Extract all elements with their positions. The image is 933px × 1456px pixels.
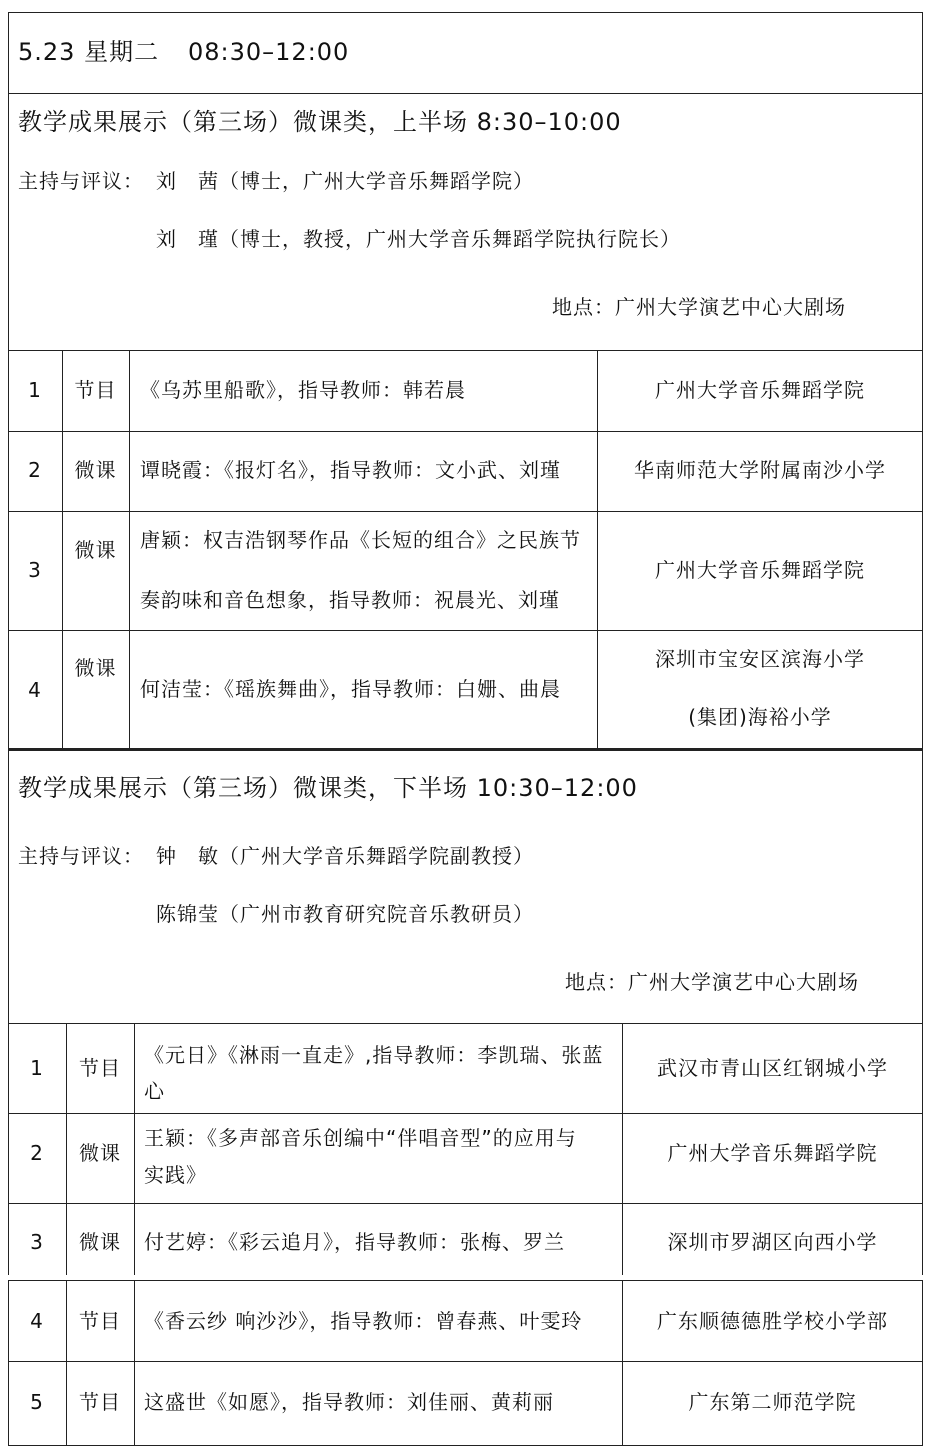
row-content-line1: 王颖：《多声部音乐创编中“伴唱音型”的应用与 [144, 1126, 577, 1150]
row-type: 微课 [79, 1141, 121, 1165]
row-number: 4 [28, 678, 42, 702]
row-type: 节目 [79, 1309, 121, 1333]
session2-table-part2 [8, 1280, 923, 1446]
header-date: 5.23 星期二 [18, 38, 160, 66]
row-org: 广州大学音乐舞蹈学院 [655, 378, 865, 402]
row-number: 1 [28, 378, 42, 402]
s1-col-divider [129, 350, 130, 750]
row-content-line2: 实践》 [144, 1163, 207, 1187]
row-content-line2: 心 [144, 1079, 165, 1103]
session1-host1: 刘 茜（博士，广州大学音乐舞蹈学院） [156, 169, 534, 193]
s1-col-divider [597, 350, 598, 750]
row-type: 微课 [74, 458, 117, 482]
row-content: 何洁莹：《瑶族舞曲》，指导教师：白姗、曲晨 [140, 677, 561, 701]
session2-host1: 钟 敏（广州大学音乐舞蹈学院副教授） [156, 844, 534, 868]
row-type: 节目 [79, 1056, 121, 1080]
row-org-line2: (集团)海裕小学 [688, 705, 832, 729]
session1-host-label: 主持与评议： [18, 169, 144, 193]
row-content: 谭晓霞：《报灯名》，指导教师：文小武、刘瑾 [140, 458, 561, 482]
row-org: 广州大学音乐舞蹈学院 [655, 558, 865, 582]
row-number: 2 [28, 458, 42, 482]
s2-col-divider [134, 1280, 135, 1446]
row-number: 3 [30, 1230, 44, 1254]
row-type: 节目 [74, 378, 117, 402]
s2-row-divider [8, 1203, 923, 1204]
row-org: 广州大学音乐舞蹈学院 [667, 1141, 878, 1165]
row-org: 广东顺德德胜学校小学部 [657, 1309, 888, 1333]
s2-col-divider [134, 1023, 135, 1275]
s2-col-divider [66, 1280, 67, 1446]
row-org-line1: 深圳市宝安区滨海小学 [655, 647, 865, 671]
session1-venue: 地点：广州大学演艺中心大剧场 [552, 295, 846, 319]
row-number: 5 [30, 1390, 44, 1414]
row-content-line2: 奏韵味和音色想象，指导教师：祝晨光、刘瑾 [140, 588, 560, 612]
s2-row-divider [8, 1361, 923, 1362]
row-org: 广东第二师范学院 [688, 1390, 857, 1414]
row-number: 1 [30, 1056, 44, 1080]
session1-host2: 刘 瑾（博士，教授，广州大学音乐舞蹈学院执行院长） [156, 227, 681, 251]
row-content: 《香云纱 响沙沙》，指导教师：曾春燕、叶雯玲 [144, 1309, 583, 1333]
session2-host2: 陈锦莹（广州市教育研究院音乐教研员） [156, 902, 534, 926]
session2-title: 教学成果展示（第三场）微课类，下半场 10:30–12:00 [18, 774, 638, 802]
s2-col-divider [622, 1280, 623, 1446]
session1-title: 教学成果展示（第三场）微课类，上半场 8:30–10:00 [18, 108, 622, 136]
row-content: 这盛世《如愿》，指导教师：刘佳丽、黄莉丽 [144, 1390, 554, 1414]
s1-row-divider [8, 630, 923, 631]
session2-venue: 地点：广州大学演艺中心大剧场 [565, 970, 859, 994]
s2-row-divider [8, 1113, 923, 1114]
row-org: 武汉市青山区红钢城小学 [657, 1056, 888, 1080]
s1-row-divider [8, 431, 923, 432]
s1-row-divider [8, 511, 923, 512]
row-number: 3 [28, 558, 42, 582]
row-org: 华南师范大学附属南沙小学 [634, 458, 886, 482]
header-time: 08:30–12:00 [188, 38, 350, 66]
row-content-line1: 唐颖：权吉浩钢琴作品《长短的组合》之民族节 [140, 528, 581, 552]
row-org: 深圳市罗湖区向西小学 [667, 1230, 878, 1254]
session2-host-label: 主持与评议： [18, 844, 144, 868]
row-type: 节目 [79, 1390, 121, 1414]
row-content: 付艺婷：《彩云追月》，指导教师：张梅、罗兰 [144, 1230, 565, 1254]
row-number: 2 [30, 1141, 44, 1165]
row-content-line1: 《元日》《淋雨一直走》,指导教师：李凯瑞、张蓝 [144, 1043, 604, 1067]
row-number: 4 [30, 1309, 44, 1333]
row-type: 微课 [74, 656, 117, 680]
row-content: 《乌苏里船歌》，指导教师：韩若晨 [140, 378, 466, 402]
row-type: 微课 [79, 1230, 121, 1254]
row-type: 微课 [74, 538, 117, 562]
